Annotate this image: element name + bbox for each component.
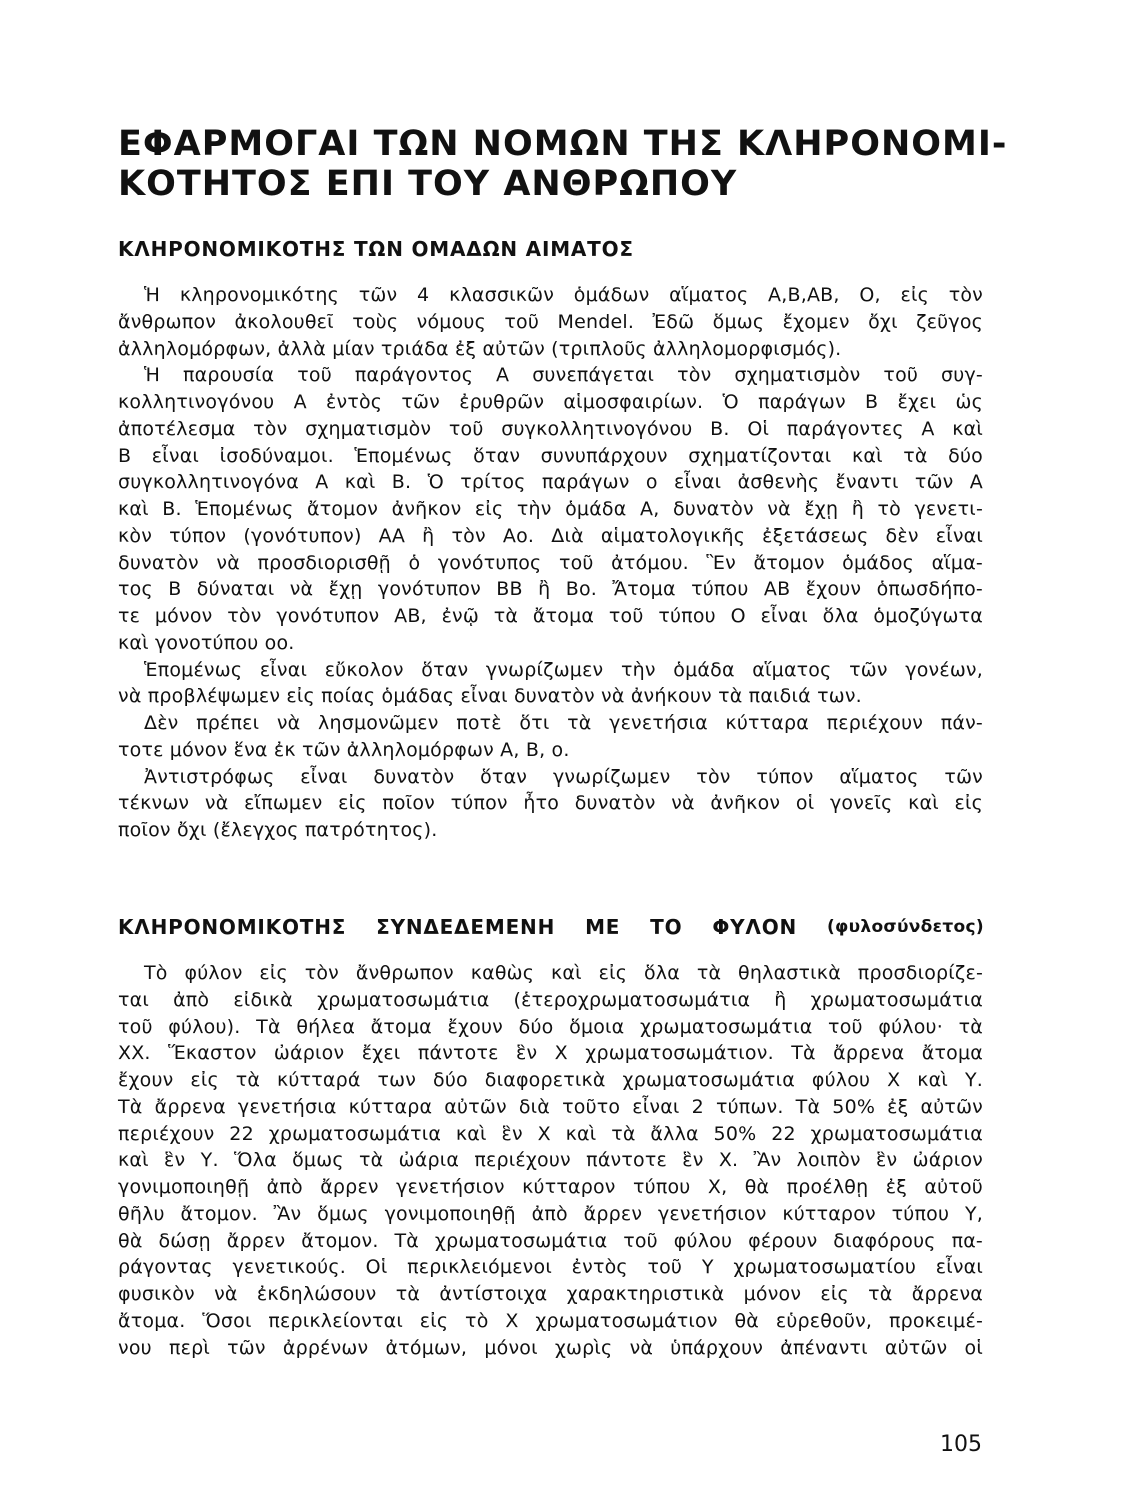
text-line: Δὲν πρέπει νὰ λησμονῶμεν ποτὲ ὅτι τὰ γενετήσια κύτταρα περιέχουν πάν- bbox=[144, 712, 983, 734]
text-line: καὶ γονοτύπου οο. bbox=[118, 631, 295, 654]
text-line: ἀλληλομόρφων, ἀλλὰ μίαν τριάδα ἐξ αὐτῶν (τριπλοῦς ἀλληλομορφισμός). bbox=[118, 337, 842, 360]
text-line: θὰ δώσῃ ἄρρεν ἄτομον. Τὰ χρωματοσωμάτια τοῦ φύλου φέρουν διαφόρους πα- bbox=[118, 1229, 983, 1252]
heading-subtitle: (φυλοσύνδετος) bbox=[826, 917, 984, 937]
text-line: ται ἀπὸ εἰδικὰ χρωματοσωμάτια (ἑτεροχρωματοσωμάτια ἢ χρωματοσωμάτια bbox=[118, 988, 983, 1011]
text-line: καὶ Β. Ἑπομένως ἄτομον ἀνῆκον εἰς τὴν ὁμάδα Α, δυνατὸν νὰ ἔχῃ ἢ τὸ γενετι- bbox=[118, 498, 983, 520]
text-line: Ἀντιστρόφως εἶναι δυνατὸν ὅταν γνωρίζωμεν τὸν τύπον αἵματος τῶν bbox=[144, 765, 983, 788]
page-number: 105 bbox=[940, 1432, 982, 1457]
text-line: ἄτομα. Ὅσοι περικλείονται εἰς τὸ Χ χρωματοσωμάτιον θὰ εὑρεθοῦν, προκειμέ- bbox=[118, 1309, 983, 1332]
text-line: περιέχουν 22 χρωματοσωμάτια καὶ ἓν Χ καὶ τὰ ἄλλα 50% 22 χρωματοσωμάτια bbox=[118, 1122, 983, 1145]
chapter-title-line-1: ΕΦΑΡΜΟΓΑΙ ΤΩΝ ΝΟΜΩΝ ΤΗΣ ΚΛΗΡΟΝΟΜΙ- bbox=[118, 124, 1008, 164]
section-body-blood-groups bbox=[118, 282, 983, 844]
text-line: συγκολλητινογόνα Α καὶ Β. Ὁ τρίτος παράγων ο εἶναι ἀσθενὴς ἔναντι τῶν Α bbox=[118, 471, 983, 494]
heading-word: ΦΥΛΟΝ bbox=[712, 915, 798, 939]
text-line: ποῖον ὄχι (ἔλεγχος πατρότητος). bbox=[118, 819, 438, 841]
text-line: κὸν τύπον (γονότυπον) ΑΑ ἢ τὸν Αο. Διὰ αἱματολογικῆς ἐξετάσεως δὲν εἶναι bbox=[118, 524, 983, 547]
heading-word: ΣΥΝΔΕΔΕΜΕΝΗ bbox=[376, 915, 556, 939]
section-heading-sex-linked bbox=[118, 914, 984, 940]
section-body-sex-linked bbox=[118, 960, 983, 1361]
text-line: Ἑπομένως εἶναι εὔκολον ὅταν γνωρίζωμεν τὴν ὁμάδα αἵματος τῶν γονέων, bbox=[144, 658, 983, 681]
text-line: κολλητινογόνου Α ἐντὸς τῶν ἐρυθρῶν αἱμοσφαιρίων. Ὁ παράγων Β ἔχει ὡς bbox=[118, 391, 983, 413]
heading-word: ΜΕ bbox=[585, 915, 621, 939]
text-line: νου περὶ τῶν ἀρρένων ἀτόμων, μόνοι χωρὶς νὰ ὑπάρχουν ἀπέναντι αὐτῶν οἱ bbox=[118, 1336, 983, 1359]
text-line: τέκνων νὰ εἴπωμεν εἰς ποῖον τύπον ἦτο δυνατὸν νὰ ἀνῆκον οἱ γονεῖς καὶ εἰς bbox=[118, 792, 983, 815]
text-line: τος Β δύναται νὰ ἔχῃ γονότυπον ΒΒ ἢ Βο. Ἄτομα τύπου ΑΒ ἔχουν ὁπωσδήπο- bbox=[118, 578, 983, 601]
text-line: Ἡ παρουσία τοῦ παράγοντος Α συνεπάγεται τὸν σχηματισμὸν τοῦ συγ- bbox=[144, 364, 983, 387]
text-line: Ἡ κληρονομικότης τῶν 4 κλασσικῶν ὁμάδων αἵματος Α,Β,ΑΒ, Ο, εἰς τὸν bbox=[144, 284, 983, 306]
text-line: φυσικὸν νὰ ἐκδηλώσουν τὰ ἀντίστοιχα χαρακτηριστικὰ μόνον εἰς τὰ ἄρρενα bbox=[118, 1283, 983, 1305]
text-line: καὶ ἓν Υ. Ὅλα ὅμως τὰ ὠάρια περιέχουν πάντοτε ἓν Χ. Ἂν λοιπὸν ἓν ὠάριον bbox=[118, 1149, 983, 1172]
chapter-title-line-2: ΚΟΤΗΤΟΣ ΕΠΙ ΤΟΥ ΑΝΘΡΩΠΟΥ bbox=[118, 164, 738, 204]
section-heading-blood-groups: ΚΛΗΡΟΝΟΜΙΚΟΤΗΣ ΤΩΝ ΟΜΑΔΩΝ ΑΙΜΑΤΟΣ bbox=[118, 237, 634, 261]
chapter-title bbox=[118, 124, 1008, 204]
text-line: ἄνθρωπον ἀκολουθεῖ τοὺς νόμους τοῦ Mendel. Ἐδῶ ὅμως ἔχομεν ὄχι ζεῦγος bbox=[118, 310, 983, 333]
text-line: γονιμοποιηθῇ ἀπὸ ἄρρεν γενετήσιον κύτταρον τύπου Χ, θὰ προέλθῃ ἐξ αὐτοῦ bbox=[118, 1176, 983, 1198]
heading-word: ΚΛΗΡΟΝΟΜΙΚΟΤΗΣ bbox=[118, 915, 347, 939]
text-line: ΧΧ. Ἕκαστον ὠάριον ἔχει πάντοτε ἓν Χ χρωματοσωμάτιον. Τὰ ἄρρενα ἄτομα bbox=[118, 1042, 983, 1065]
text-line: τοτε μόνον ἕνα ἐκ τῶν ἀλληλομόρφων Α, Β, ο. bbox=[118, 738, 570, 761]
text-line: θῆλυ ἄτομον. Ἂν ὅμως γονιμοποιηθῇ ἀπὸ ἄρρεν γενετήσιον κύτταρον τύπου Υ, bbox=[118, 1202, 983, 1225]
text-line: ἔχουν εἰς τὰ κύτταρά των δύο διαφορετικὰ χρωματοσωμάτια φύλου Χ καὶ Υ. bbox=[118, 1069, 983, 1091]
text-line: Τὰ ἄρρενα γενετήσια κύτταρα αὐτῶν διὰ τοῦτο εἶναι 2 τύπων. Τὰ 50% ἐξ αὐτῶν bbox=[118, 1095, 983, 1118]
text-line: δυνατὸν νὰ προσδιορισθῇ ὁ γονότυπος τοῦ ἀτόμου. Ἓν ἄτομον ὁμάδος αἵμα- bbox=[118, 551, 983, 574]
text-line: Β εἶναι ἰσοδύναμοι. Ἑπομένως ὅταν συνυπάρχουν σχηματίζονται καὶ τὰ δύο bbox=[118, 444, 983, 467]
text-line: τοῦ φύλου). Τὰ θήλεα ἄτομα ἔχουν δύο ὅμοια χρωματοσωμάτια τοῦ φύλου· τὰ bbox=[118, 1015, 983, 1038]
text-line: νὰ προβλέψωμεν εἰς ποίας ὁμάδας εἶναι δυνατὸν νὰ ἀνήκουν τὰ παιδιά των. bbox=[118, 685, 862, 708]
text-line: ἀποτέλεσμα τὸν σχηματισμὸν τοῦ συγκολλητινογόνου Β. Οἱ παράγοντες Α καὶ bbox=[118, 417, 983, 440]
text-line: Τὸ φύλον εἰς τὸν ἄνθρωπον καθὼς καὶ εἰς ὅλα τὰ θηλαστικὰ προσδιορίζε- bbox=[144, 962, 983, 984]
text-line: τε μόνον τὸν γονότυπον ΑΒ, ἐνῷ τὰ ἄτομα τοῦ τύπου Ο εἶναι ὅλα ὁμοζύγωτα bbox=[118, 605, 983, 627]
heading-word: ΤΟ bbox=[650, 915, 683, 939]
text-line: ράγοντας γενετικούς. Οἱ περικλειόμενοι ἐντὸς τοῦ Υ χρωματοσωματίου εἶναι bbox=[118, 1256, 983, 1279]
